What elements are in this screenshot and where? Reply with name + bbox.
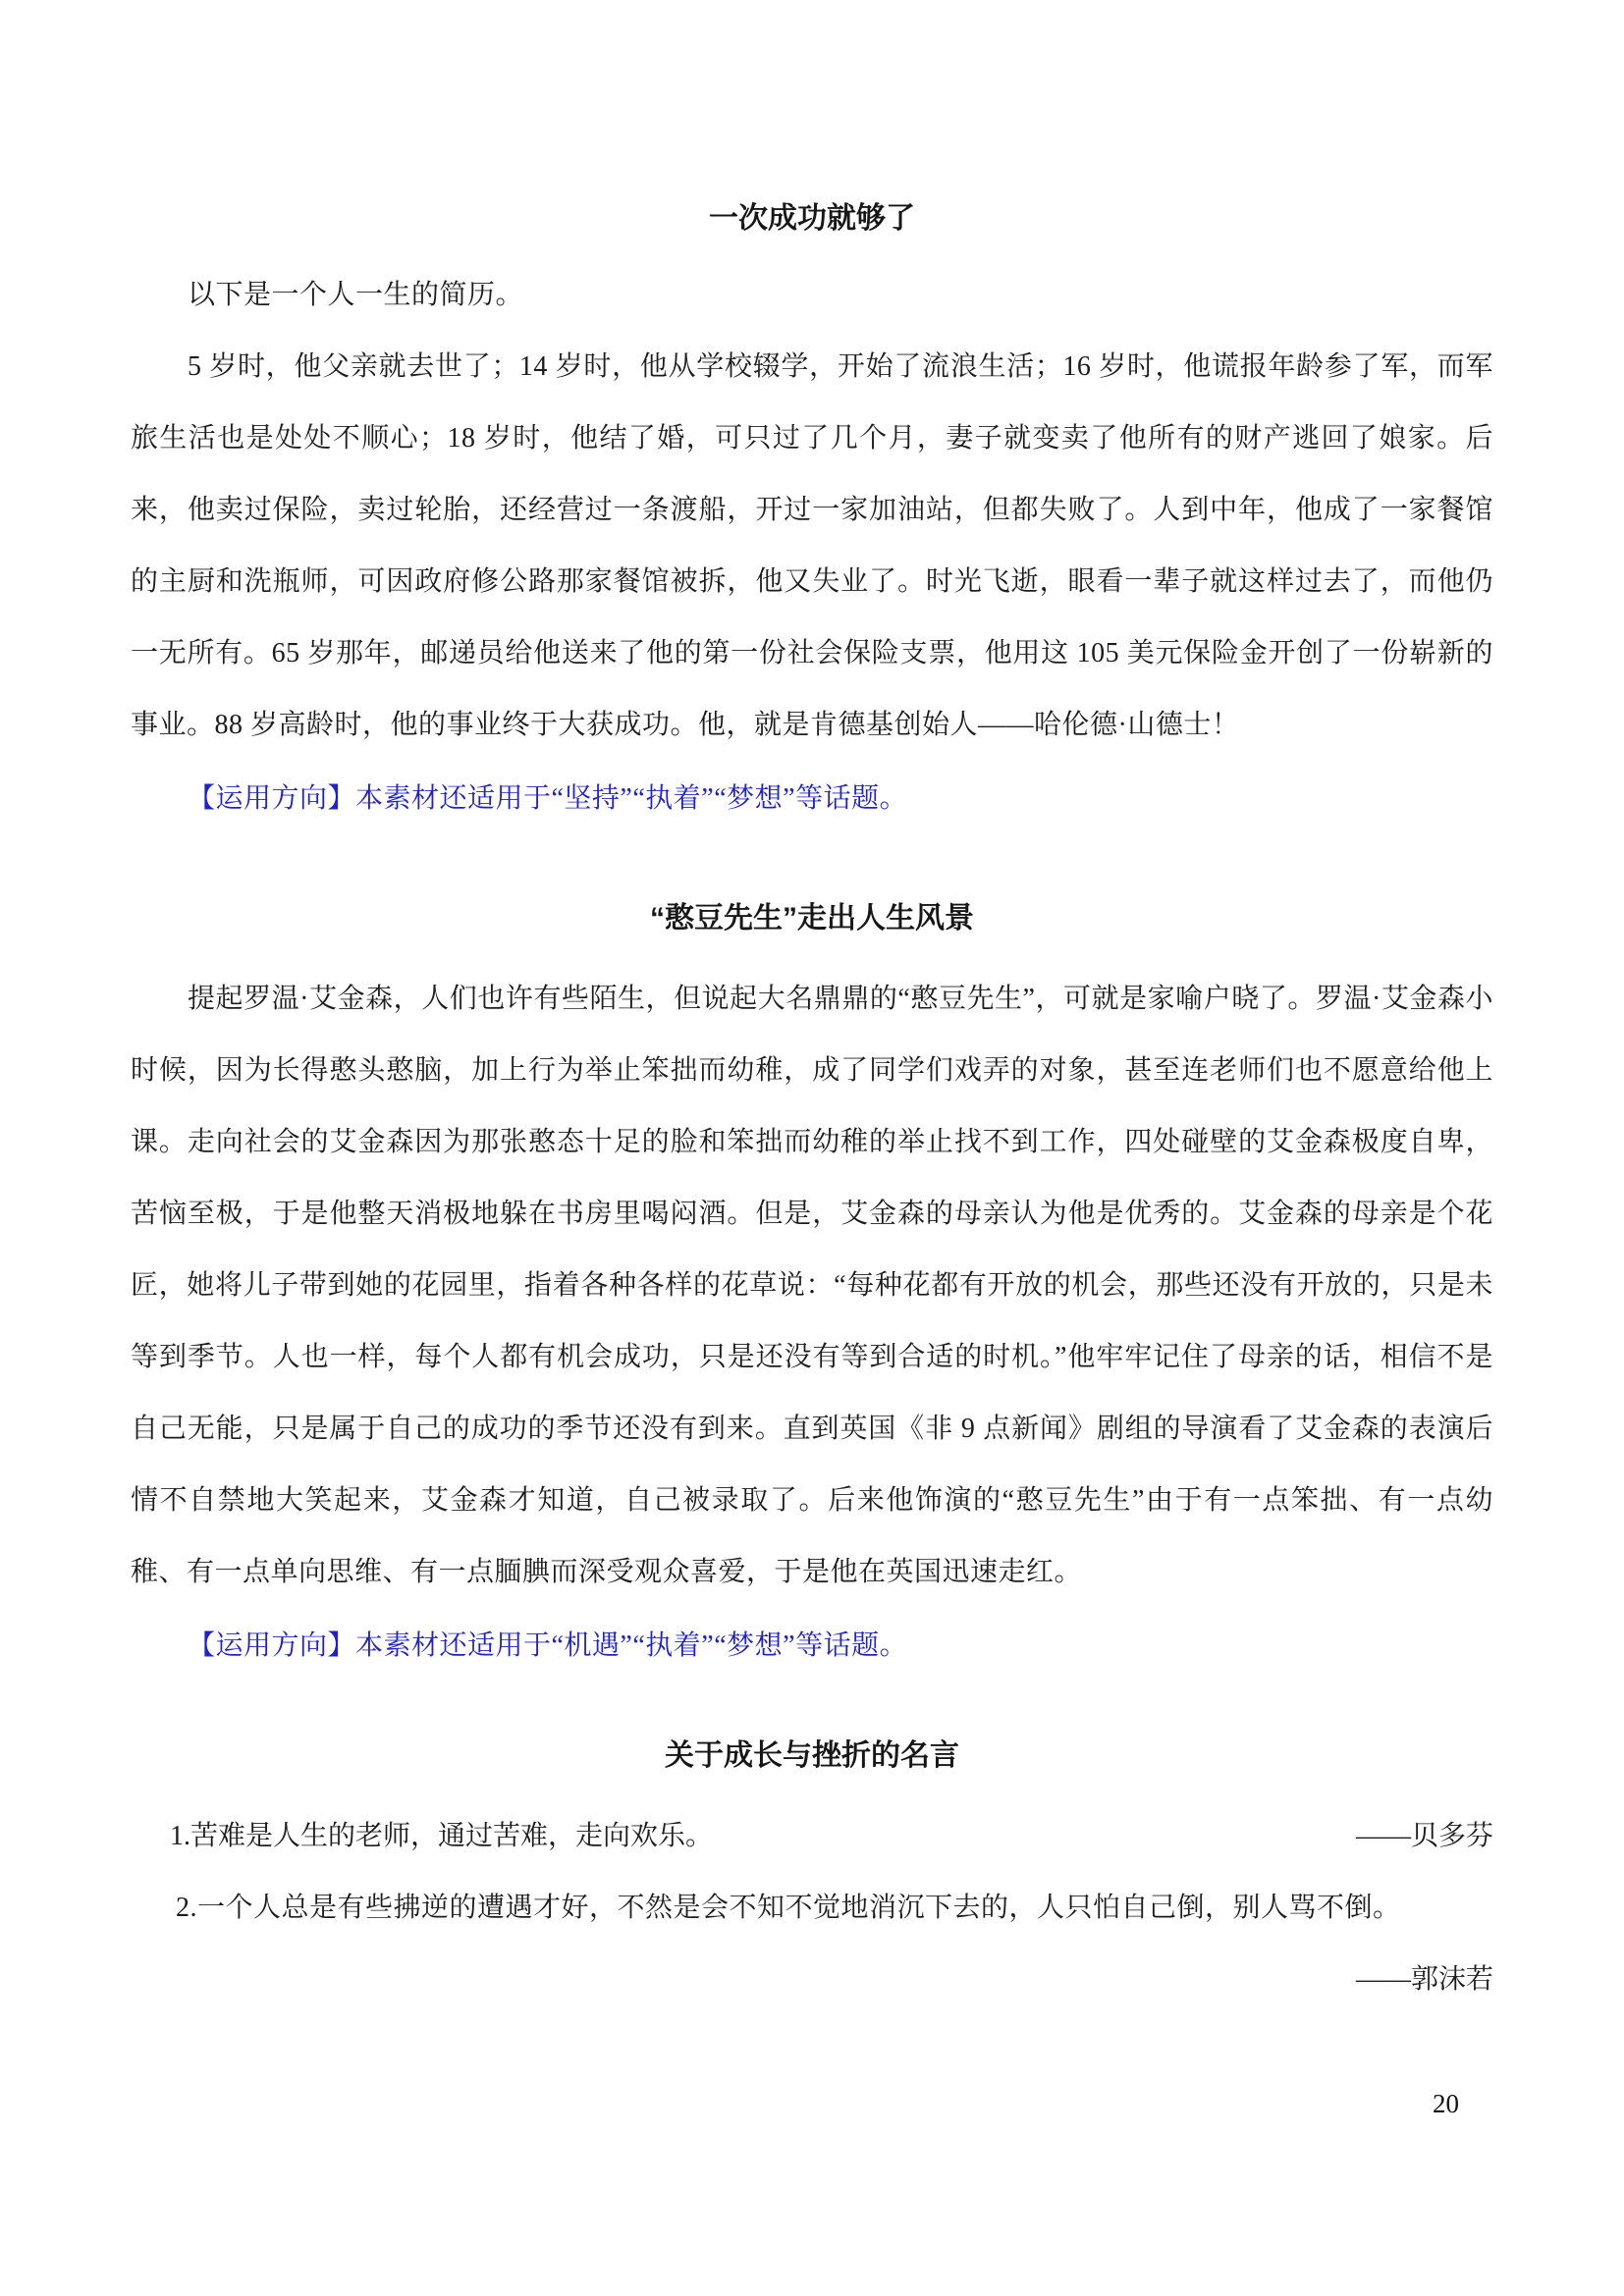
section-3-title: 关于成长与挫折的名言 bbox=[665, 1739, 959, 1772]
section-2-title: “憨豆先生”走出人生风景 bbox=[650, 902, 974, 934]
quote-1-line bbox=[131, 1800, 1493, 1872]
quote-2-text: 2.一个人总是有些拂逆的遭遇才好，不然是会不知不觉地消沉下去的，人只怕自己倒，别人骂不倒。 bbox=[176, 1893, 1401, 1923]
quote-2-author: ——郭沫若 bbox=[1355, 1964, 1493, 1995]
section-1-intro-paragraph: 以下是一个人一生的简历。 bbox=[188, 280, 524, 310]
section-2-usage-note: 【运用方向】本素材还适用于“机遇”“执着”“梦想”等话题。 bbox=[188, 1630, 908, 1661]
page-number: 20 bbox=[1433, 2089, 1459, 2118]
quote-1-author: ——贝多芬 bbox=[1355, 1821, 1493, 1851]
section-1-story-paragraph: 5 岁时，他父亲就去世了；14 岁时，他从学校辍学，开始了流浪生活；16 岁时，他谎报年龄参了军，而军旅生活也是处处不顺心；18 岁时，他结了婚，可只过了几个月，妻子就变卖了他所有的财产逃回了娘家。后来，他卖过保险，卖过轮胎，还经营过一条渡船，开过一家加油站，但都失败了。人到中年，他成了一家餐馆的主厨和洗瓶师，可因政府修公路那家餐馆被拆，他又失业了。时光飞逝，眼看一辈子就这样过去了，而他仍一无所有。65 岁那年，邮递员给他送来了他的第一份社会保险支票，他用这 105 美元保险金开创了一份崭新的事业。88 岁高龄时，他的事业终于大获成功。他，就是肯德基创始人——哈伦德·山德士！ bbox=[131, 351, 1493, 740]
section-1-title: 一次成功就够了 bbox=[709, 202, 915, 235]
quote-1-text: 1.苦难是人生的老师，通过苦难，走向欢乐。 bbox=[170, 1821, 714, 1851]
section-2-story-paragraph: 提起罗温·艾金森，人们也许有些陌生，但说起大名鼎鼎的“憨豆先生”，可就是家喻户晓了。罗温·艾金森小时候，因为长得憨头憨脑，加上行为举止笨拙而幼稚，成了同学们戏弄的对象，甚至连老师们也不愿意给他上课。走向社会的艾金森因为那张憨态十足的脸和笨拙而幼稚的举止找不到工作，四处碰壁的艾金森极度自卑，苦恼至极，于是他整天消极地躲在书房里喝闷酒。但是，艾金森的母亲认为他是优秀的。艾金森的母亲是个花匠，她将儿子带到她的花园里，指着各种各样的花草说：“每种花都有开放的机会，那些还没有开放的，只是未等到季节。人也一样，每个人都有机会成功，只是还没有等到合适的时机。”他牢牢记住了母亲的话，相信不是自己无能，只是属于自己的成功的季节还没有到来。直到英国《非 9 点新闻》剧组的导演看了艾金森的表演后情不自禁地大笑起来，艾金森才知道，自己被录取了。后来他饰演的“憨豆先生”由于有一点笨拙、有一点幼稚、有一点单向思维、有一点腼腆而深受观众喜爱，于是他在英国迅速走红。 bbox=[131, 984, 1493, 1587]
section-1-usage-note: 【运用方向】本素材还适用于“坚持”“执着”“梦想”等话题。 bbox=[188, 783, 908, 814]
